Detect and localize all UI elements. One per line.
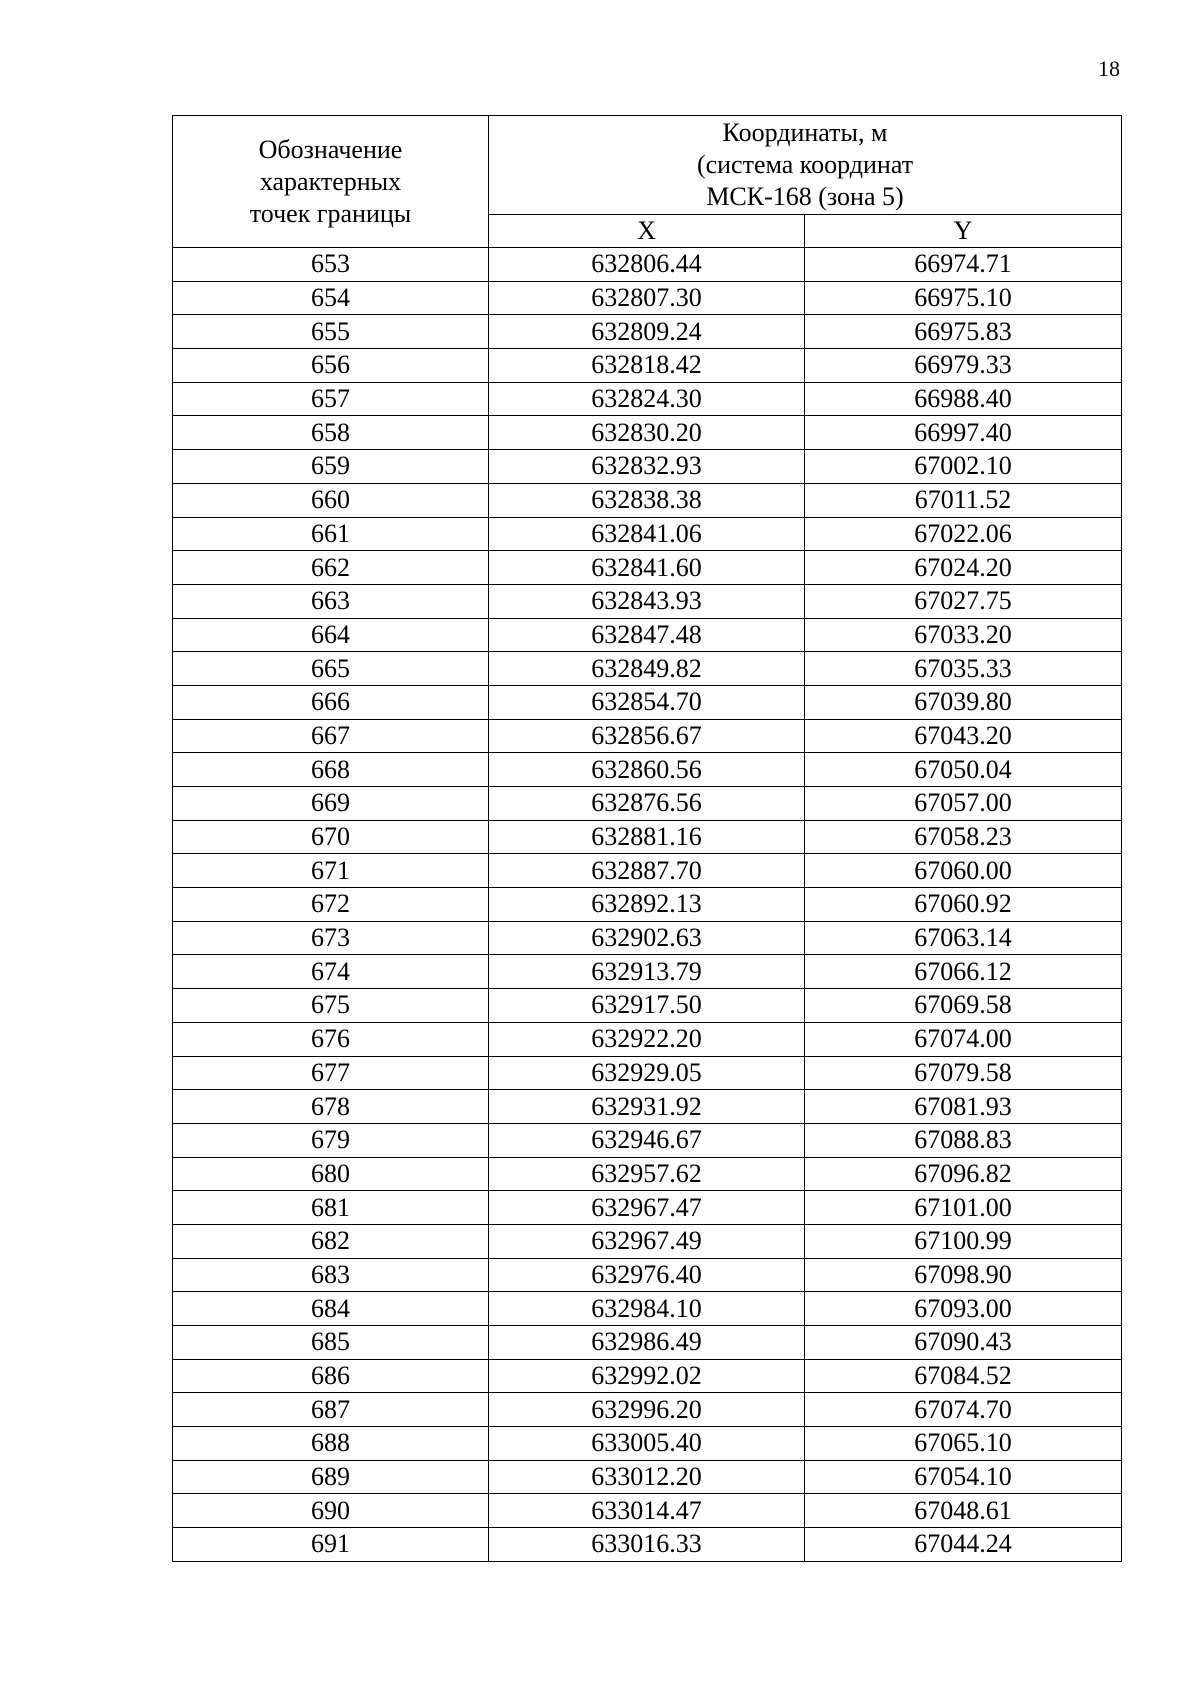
table-row [173,955,1122,989]
table-row [173,652,1122,686]
x-coordinate-cell: 633012.20 [489,1460,805,1494]
x-coordinate-cell: 632832.93 [489,450,805,484]
point-cell: 679 [173,1123,489,1157]
x-coordinate-cell: 632843.93 [489,584,805,618]
point-cell: 661 [173,517,489,551]
table-row [173,551,1122,585]
coords-header-line: МСК-168 (зона 5) [706,182,904,211]
point-cell: 675 [173,989,489,1023]
point-cell: 687 [173,1393,489,1427]
table-row [173,719,1122,753]
x-coordinate-cell: 632992.02 [489,1359,805,1393]
point-cell: 689 [173,1460,489,1494]
table-row [173,1359,1122,1393]
point-cell: 669 [173,787,489,821]
x-coordinate-cell: 632929.05 [489,1056,805,1090]
y-coordinate-cell: 66975.10 [805,281,1122,315]
x-coordinate-cell: 632913.79 [489,955,805,989]
x-coordinate-cell: 632887.70 [489,854,805,888]
page-number: 18 [1098,56,1120,81]
y-coordinate-cell: 67039.80 [805,685,1122,719]
x-coordinate-cell: 632976.40 [489,1258,805,1292]
table-row [173,787,1122,821]
point-cell: 686 [173,1359,489,1393]
y-coordinate-cell: 67060.00 [805,854,1122,888]
table-row [173,584,1122,618]
x-coordinate-cell: 632996.20 [489,1393,805,1427]
table-row [173,989,1122,1023]
point-cell: 682 [173,1224,489,1258]
table-row [173,618,1122,652]
x-coordinate-cell: 632984.10 [489,1292,805,1326]
x-coordinate-cell: 632854.70 [489,685,805,719]
x-coordinate-cell: 632881.16 [489,820,805,854]
x-coordinate-cell: 632807.30 [489,281,805,315]
y-coordinate-cell: 67033.20 [805,618,1122,652]
point-cell: 685 [173,1326,489,1360]
point-cell: 656 [173,349,489,383]
x-coordinate-cell: 632860.56 [489,753,805,787]
y-coordinate-cell: 67011.52 [805,483,1122,517]
point-cell: 657 [173,382,489,416]
table-row [173,1090,1122,1124]
y-coordinate-cell: 67043.20 [805,719,1122,753]
point-cell: 670 [173,820,489,854]
x-coordinate-cell: 632838.38 [489,483,805,517]
y-column-header: Y [805,215,1122,248]
x-coordinate-cell: 633005.40 [489,1427,805,1461]
points-header-line: характерных [259,166,402,196]
y-coordinate-cell: 67060.92 [805,888,1122,922]
y-coordinate-cell: 67048.61 [805,1494,1122,1528]
y-coordinate-cell: 67096.82 [805,1157,1122,1191]
point-cell: 666 [173,685,489,719]
x-coordinate-cell: 633016.33 [489,1528,805,1562]
y-coordinate-cell: 67093.00 [805,1292,1122,1326]
x-coordinate-cell: 632824.30 [489,382,805,416]
y-coordinate-cell: 66979.33 [805,349,1122,383]
y-coordinate-cell: 67084.52 [805,1359,1122,1393]
point-cell: 662 [173,551,489,585]
y-coordinate-cell: 67024.20 [805,551,1122,585]
table-row [173,1123,1122,1157]
table-row [173,450,1122,484]
x-coordinate-cell: 632847.48 [489,618,805,652]
y-coordinate-cell: 67074.00 [805,1022,1122,1056]
y-coordinate-cell: 67035.33 [805,652,1122,686]
point-cell: 658 [173,416,489,450]
table-header [173,116,1122,248]
x-coordinate-cell: 632849.82 [489,652,805,686]
y-coordinate-cell: 67002.10 [805,450,1122,484]
point-cell: 678 [173,1090,489,1124]
point-cell: 660 [173,483,489,517]
y-coordinate-cell: 67069.58 [805,989,1122,1023]
point-cell: 668 [173,753,489,787]
y-coordinate-cell: 66997.40 [805,416,1122,450]
table-row [173,820,1122,854]
point-cell: 663 [173,584,489,618]
x-coordinate-cell: 632931.92 [489,1090,805,1124]
y-coordinate-cell: 67066.12 [805,955,1122,989]
table-row [173,349,1122,383]
table-row [173,248,1122,282]
table-row [173,921,1122,955]
y-coordinate-cell: 67101.00 [805,1191,1122,1225]
point-cell: 659 [173,450,489,484]
y-coordinate-cell: 66974.71 [805,248,1122,282]
point-cell: 677 [173,1056,489,1090]
y-coordinate-cell: 67088.83 [805,1123,1122,1157]
x-coordinate-cell: 632922.20 [489,1022,805,1056]
point-cell: 683 [173,1258,489,1292]
x-coordinate-cell: 632841.60 [489,551,805,585]
table-row [173,1393,1122,1427]
point-cell: 655 [173,315,489,349]
table-row [173,1022,1122,1056]
x-coordinate-cell: 632902.63 [489,921,805,955]
y-coordinate-cell: 67050.04 [805,753,1122,787]
y-coordinate-cell: 67027.75 [805,584,1122,618]
table-row [173,517,1122,551]
y-coordinate-cell: 67044.24 [805,1528,1122,1562]
x-coordinate-cell: 632830.20 [489,416,805,450]
table-row [173,315,1122,349]
table-row [173,1191,1122,1225]
table-row [173,1157,1122,1191]
y-coordinate-cell: 67054.10 [805,1460,1122,1494]
table-row [173,1427,1122,1461]
points-header-line: Обозначение [258,134,403,164]
y-coordinate-cell: 67090.43 [805,1326,1122,1360]
x-coordinate-cell: 632806.44 [489,248,805,282]
x-coordinate-cell: 632917.50 [489,989,805,1023]
point-cell: 681 [173,1191,489,1225]
coords-header-line: (система координат [696,150,914,179]
point-cell: 672 [173,888,489,922]
x-coordinate-cell: 632856.67 [489,719,805,753]
point-cell: 691 [173,1528,489,1562]
x-coordinate-cell: 632967.47 [489,1191,805,1225]
table-row [173,1224,1122,1258]
table-row [173,483,1122,517]
y-coordinate-cell: 67065.10 [805,1427,1122,1461]
table-row [173,854,1122,888]
y-coordinate-cell: 67100.99 [805,1224,1122,1258]
y-coordinate-cell: 67098.90 [805,1258,1122,1292]
point-cell: 667 [173,719,489,753]
x-coordinate-cell: 632809.24 [489,315,805,349]
table-row [173,1258,1122,1292]
y-coordinate-cell: 67022.06 [805,517,1122,551]
table-row [173,281,1122,315]
table-row [173,382,1122,416]
x-coordinate-cell: 632841.06 [489,517,805,551]
table-row [173,416,1122,450]
point-cell: 688 [173,1427,489,1461]
y-coordinate-cell: 67079.58 [805,1056,1122,1090]
x-coordinate-cell: 632892.13 [489,888,805,922]
x-coordinate-cell: 632957.62 [489,1157,805,1191]
point-cell: 671 [173,854,489,888]
point-cell: 690 [173,1494,489,1528]
point-cell: 674 [173,955,489,989]
x-coordinate-cell: 632818.42 [489,349,805,383]
x-column-header: X [489,215,805,248]
table-body [173,248,1122,1562]
point-cell: 676 [173,1022,489,1056]
y-coordinate-cell: 67063.14 [805,921,1122,955]
x-coordinate-cell: 632967.49 [489,1224,805,1258]
coords-header-line: Координаты, м [722,118,888,147]
points-header-line: точек границы [249,198,412,228]
table-row [173,1326,1122,1360]
y-coordinate-cell: 66988.40 [805,382,1122,416]
y-coordinate-cell: 67081.93 [805,1090,1122,1124]
point-cell: 653 [173,248,489,282]
point-cell: 664 [173,618,489,652]
point-cell: 684 [173,1292,489,1326]
point-cell: 654 [173,281,489,315]
point-cell: 680 [173,1157,489,1191]
x-coordinate-cell: 632946.67 [489,1123,805,1157]
table-row [173,1494,1122,1528]
table-row [173,1056,1122,1090]
table-row [173,888,1122,922]
x-coordinate-cell: 632986.49 [489,1326,805,1360]
table-row [173,753,1122,787]
x-coordinate-cell: 633014.47 [489,1494,805,1528]
coordinates-header [489,116,1122,215]
coordinates-table [172,115,1122,1562]
table-row [173,685,1122,719]
table-row [173,1292,1122,1326]
point-cell: 673 [173,921,489,955]
y-coordinate-cell: 67057.00 [805,787,1122,821]
x-coordinate-cell: 632876.56 [489,787,805,821]
point-cell: 665 [173,652,489,686]
table-row [173,1460,1122,1494]
y-coordinate-cell: 67074.70 [805,1393,1122,1427]
y-coordinate-cell: 67058.23 [805,820,1122,854]
y-coordinate-cell: 66975.83 [805,315,1122,349]
table-row [173,1528,1122,1562]
points-column-header [173,116,489,248]
